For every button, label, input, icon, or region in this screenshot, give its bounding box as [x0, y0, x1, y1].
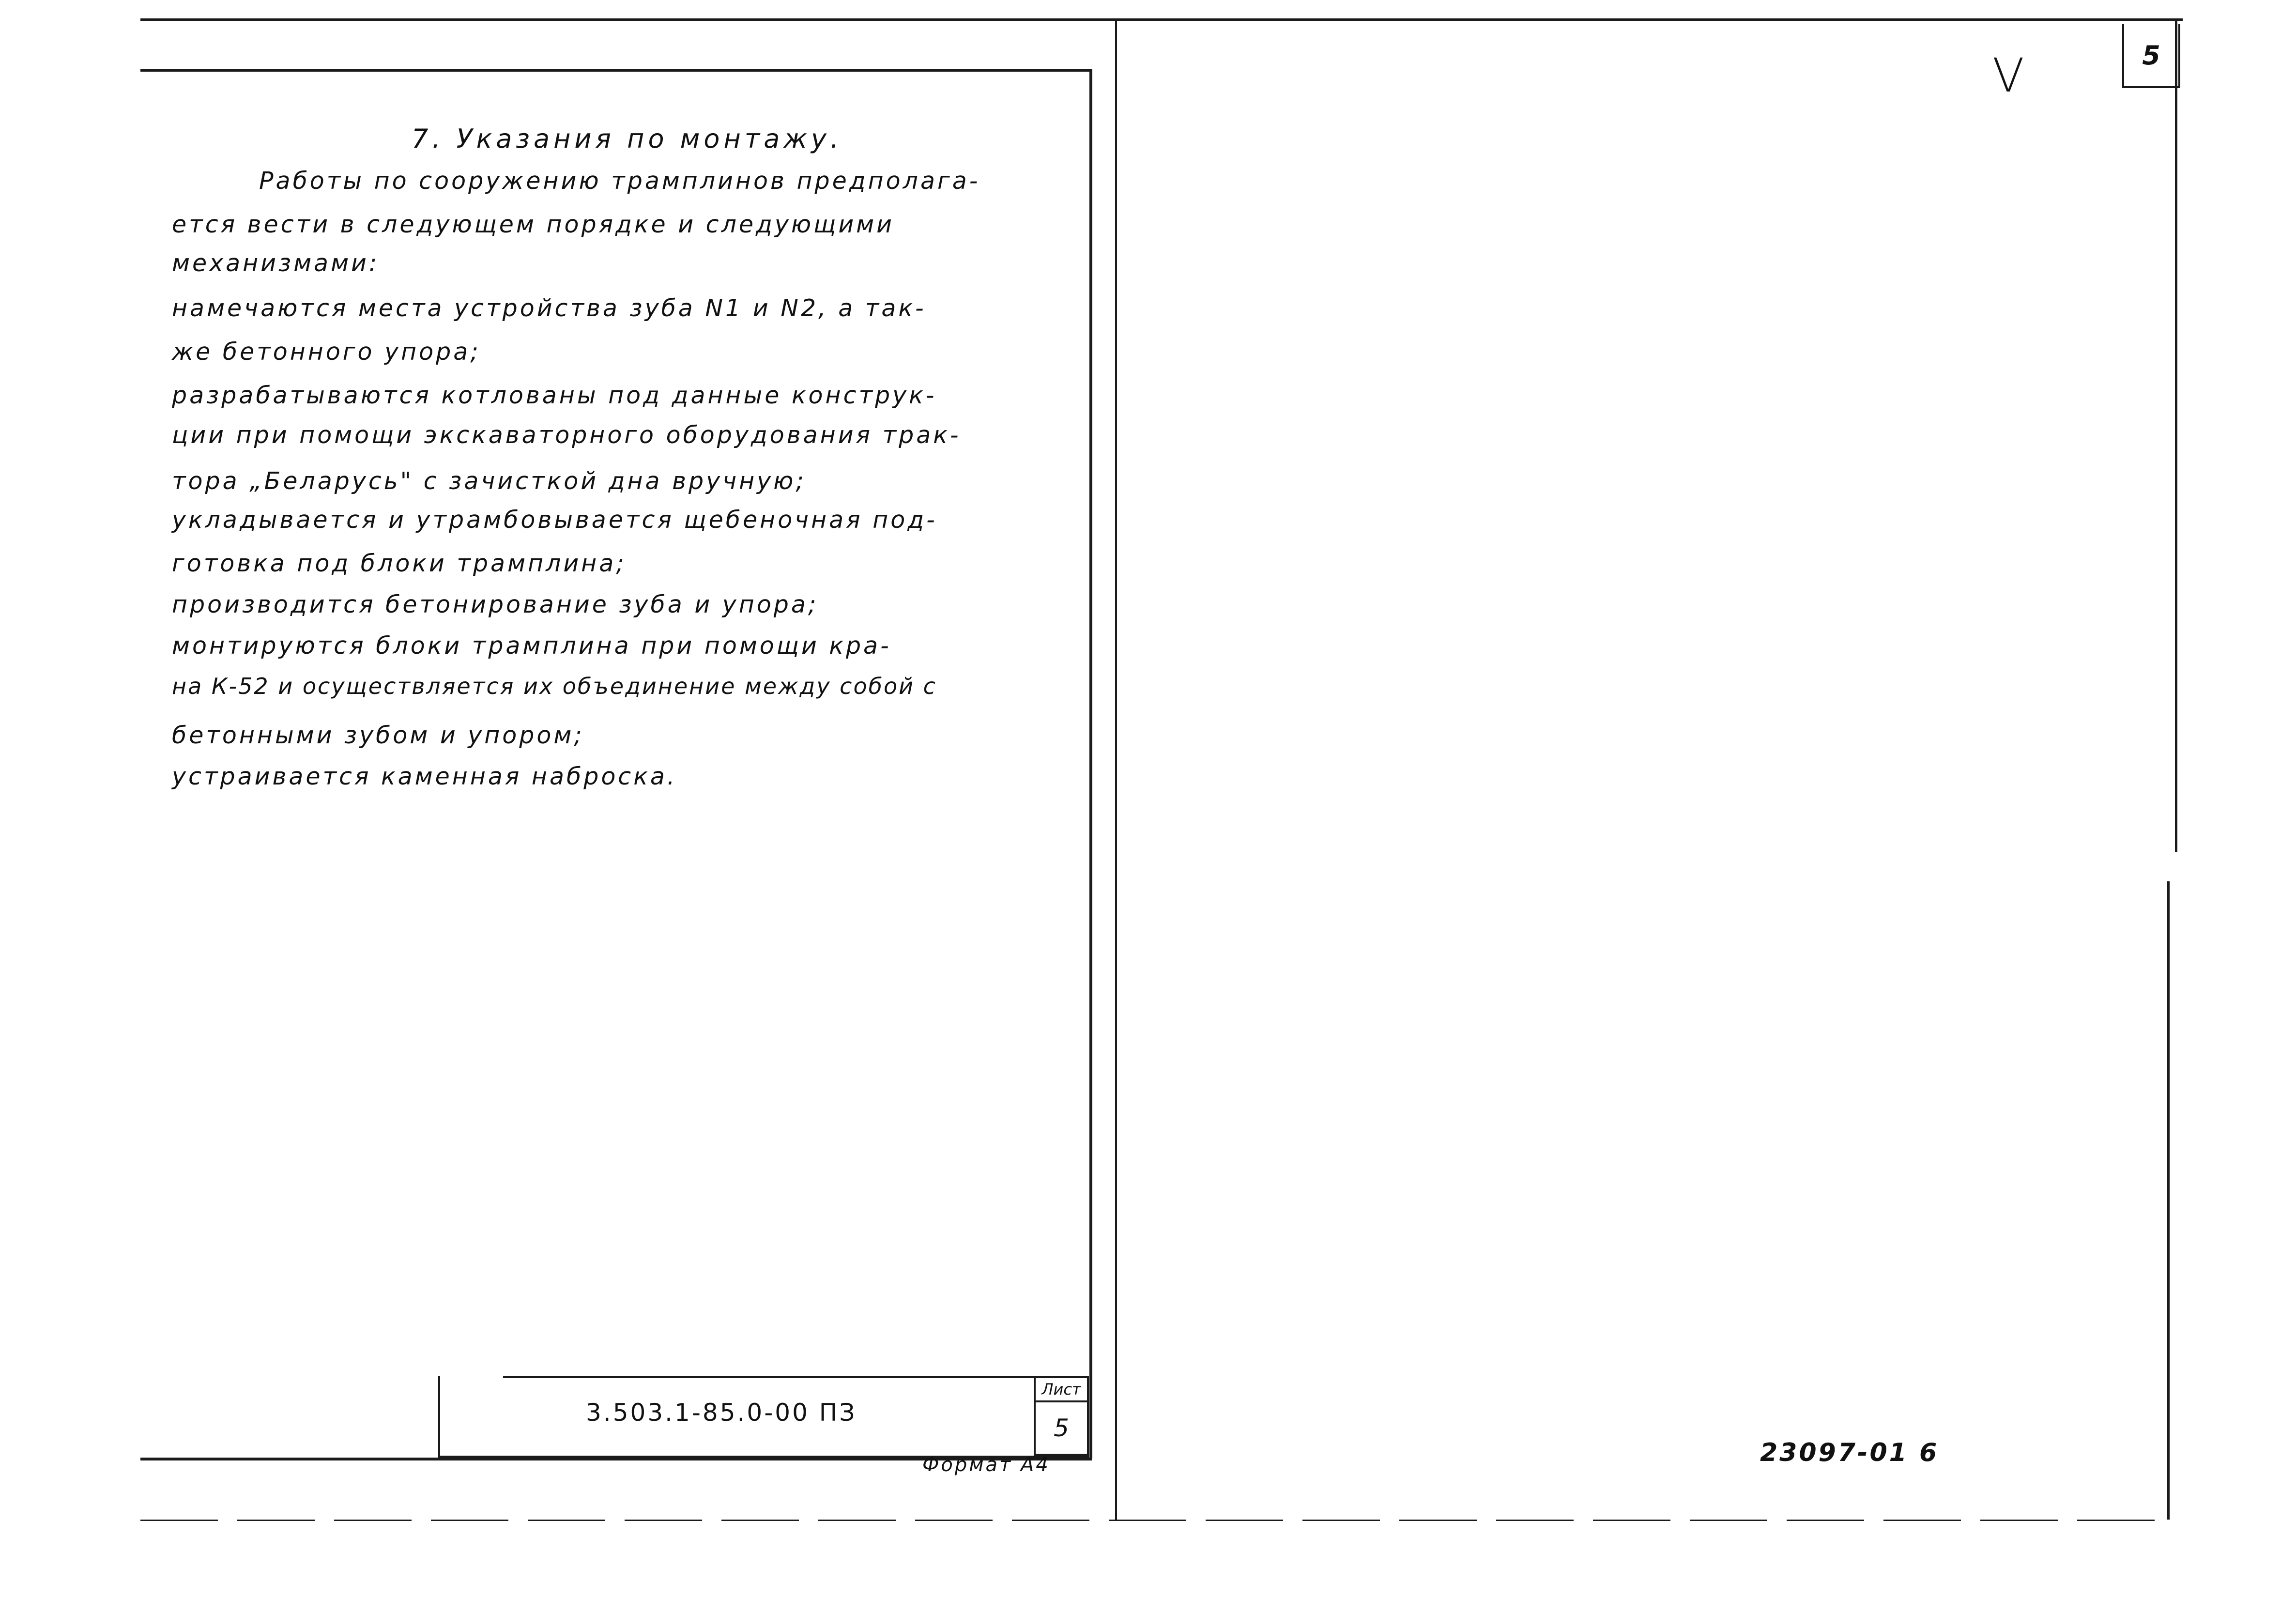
center-divider-line — [1115, 19, 1117, 1521]
page-number-box — [2122, 24, 2180, 88]
left-sheet-top-line — [140, 69, 1092, 72]
text-line: тора „Беларусь" с зачисткой дна вручную; — [172, 467, 806, 495]
text-line: бетонными зубом и упором; — [172, 722, 584, 749]
text-line: готовка под блоки трамплина; — [172, 550, 627, 577]
top-border-line — [140, 18, 2183, 21]
section-heading: 7. Указания по монтажу. — [412, 123, 843, 154]
text-line: разрабатываются котлованы под данные конструк- — [172, 382, 937, 409]
sheet-cell — [1034, 1376, 1089, 1456]
document-designation: 3.503.1-85.0-00 ПЗ — [586, 1399, 857, 1427]
right-sheet-right-line-upper — [2175, 19, 2177, 852]
sheet-label: Лист — [1041, 1380, 1081, 1399]
sheet-number: 5 — [1054, 1414, 1069, 1442]
text-line: укладывается и утрамбовывается щебеночная под- — [172, 506, 937, 534]
text-line: устраивается каменная наброска. — [172, 763, 677, 790]
right-sheet-right-line-lower — [2167, 881, 2170, 1520]
text-line: намечаются места устройства зуба N1 и N2, а так- — [172, 294, 926, 322]
page-number: 5 — [2142, 40, 2160, 71]
text-line: на К-52 и осуществляется их объединение между собой с — [172, 673, 937, 699]
left-sheet-right-line — [1089, 69, 1092, 1459]
text-line: механизмами: — [172, 249, 380, 277]
text-line: же бетонного упора; — [172, 338, 481, 366]
check-mark: V — [1992, 48, 2024, 103]
text-line: монтируются блоки трамплина при помощи кра- — [172, 632, 891, 660]
text-line: Работы по сооружению трамплинов предполага- — [259, 167, 980, 195]
bottom-dashed-line — [140, 1520, 2174, 1521]
archive-number: 23097-01 6 — [1760, 1438, 1939, 1467]
text-line: производится бетонирование зуба и упора; — [172, 591, 819, 618]
format-label: Формат А4 — [922, 1454, 1050, 1476]
title-block-inner-divider — [440, 1376, 503, 1378]
text-line: ции при помощи экскаваторного оборудования трак- — [172, 421, 961, 449]
text-line: ется вести в следующем порядке и следующими — [172, 211, 894, 238]
